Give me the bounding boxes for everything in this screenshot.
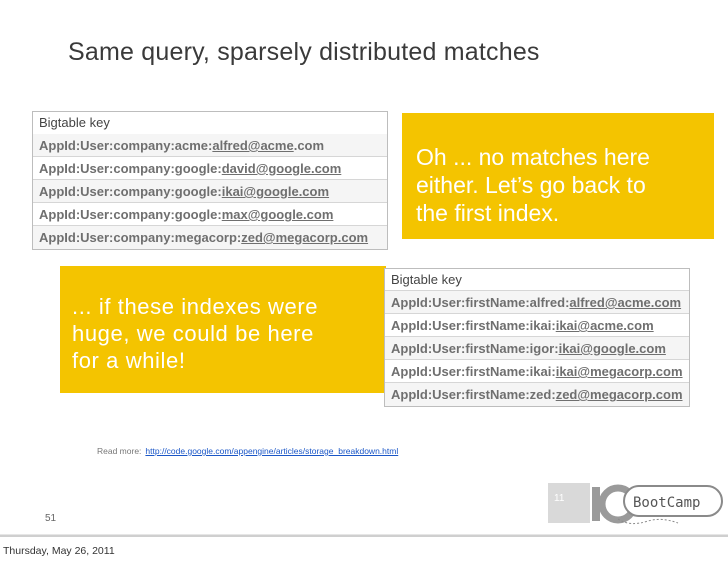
table-row	[33, 203, 387, 226]
key-prefix: AppId:User:firstName:zed:	[391, 387, 556, 402]
logo-badge: 11	[554, 493, 565, 504]
slide-number: 51	[45, 513, 57, 524]
logo-text: BootCamp	[633, 495, 701, 511]
company-index-table	[32, 111, 388, 250]
slide-title: Same query, sparsely distributed matches	[68, 38, 540, 66]
firstname-index-table	[384, 268, 690, 407]
key-prefix: AppId:User:firstName:ikai:	[391, 364, 556, 379]
key-email: ikai@google.com	[558, 341, 666, 356]
callout-line: Oh ... no matches here	[416, 144, 650, 170]
read-more	[97, 446, 398, 456]
key-email: ikai@megacorp.com	[555, 364, 683, 379]
table-row	[33, 157, 387, 180]
read-more-link[interactable]: http://code.google.com/appengine/articles/storage_breakdown.html	[145, 446, 399, 456]
table-row	[385, 383, 689, 406]
key-prefix: AppId:User:company:google:	[39, 161, 222, 176]
table-row	[385, 291, 689, 314]
key-suffix: .com	[293, 138, 325, 153]
table-row	[385, 337, 689, 360]
callout-line: ... if these indexes were	[72, 294, 319, 319]
table-header: Bigtable key	[33, 112, 387, 134]
callout-huge-indexes	[60, 266, 386, 393]
key-prefix: AppId:User:company:google:	[39, 184, 222, 199]
key-email: max@google.com	[221, 207, 334, 222]
key-email: david@google.com	[221, 161, 342, 176]
table-row	[33, 226, 387, 249]
callout-line: the first index.	[416, 200, 560, 227]
footer-date: Thursday, May 26, 2011	[3, 545, 115, 557]
key-email: alfred@acme.com	[569, 295, 682, 310]
key-prefix: AppId:User:company:google:	[39, 207, 222, 222]
table-header: Bigtable key	[385, 269, 689, 291]
callout-no-matches	[402, 113, 714, 239]
key-prefix: AppId:User:firstName:alfred:	[391, 295, 570, 310]
footer-divider	[0, 534, 728, 537]
table-row	[33, 180, 387, 203]
key-email: zed@megacorp.com	[241, 230, 369, 245]
callout-line: huge, we could be here	[72, 320, 314, 346]
key-prefix: AppId:User:firstName:igor:	[391, 341, 559, 356]
key-email: alfred@acme	[212, 138, 294, 153]
key-email: ikai@acme.com	[555, 318, 654, 333]
key-prefix: AppId:User:firstName:ikai:	[391, 318, 556, 333]
callout-line: for a while!	[72, 347, 186, 373]
key-prefix: AppId:User:company:acme:	[39, 138, 213, 153]
key-email: zed@megacorp.com	[555, 387, 683, 402]
key-prefix: AppId:User:company:megacorp:	[39, 230, 242, 245]
table-row	[385, 360, 689, 383]
table-row	[385, 314, 689, 337]
read-more-label: Read more:	[97, 446, 142, 456]
key-email: ikai@google.com	[221, 184, 330, 199]
table-row	[33, 134, 387, 157]
callout-line: either. Let’s go back to	[416, 172, 646, 199]
